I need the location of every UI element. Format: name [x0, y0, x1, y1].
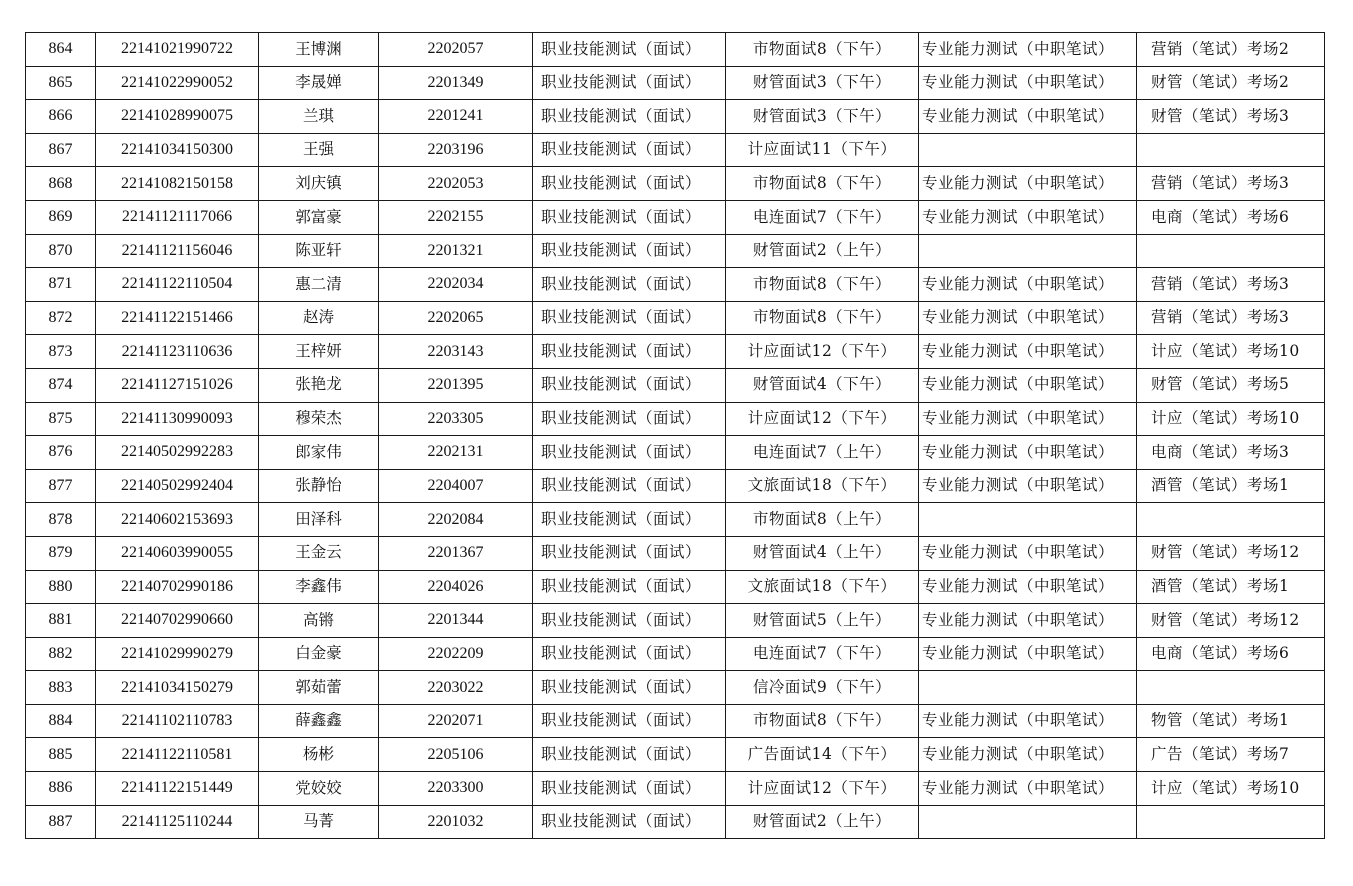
exam-roster-table	[25, 32, 1325, 839]
table-row	[26, 200, 1325, 234]
candidate-name: 郭茹蕾	[259, 671, 379, 705]
interview-room: 市物面试8（下午）	[726, 268, 919, 302]
written-exam-room: 计应（笔试）考场10	[1137, 402, 1325, 436]
interview-subject: 职业技能测试（面试）	[533, 268, 726, 302]
table-row	[26, 100, 1325, 134]
admission-ticket: 2205106	[379, 738, 533, 772]
interview-room: 财管面试4（上午）	[726, 536, 919, 570]
admission-ticket: 2203022	[379, 671, 533, 705]
table-row	[26, 637, 1325, 671]
admission-ticket: 2204007	[379, 469, 533, 503]
interview-subject: 职业技能测试（面试）	[533, 637, 726, 671]
written-exam-room: 计应（笔试）考场10	[1137, 335, 1325, 369]
registration-number: 22141082150158	[96, 167, 259, 201]
written-exam-room: 财管（笔试）考场3	[1137, 100, 1325, 134]
registration-number: 22141034150300	[96, 133, 259, 167]
admission-ticket: 2203196	[379, 133, 533, 167]
written-exam-room: 财管（笔试）考场2	[1137, 66, 1325, 100]
candidate-name: 田泽科	[259, 503, 379, 537]
registration-number: 22141122151466	[96, 301, 259, 335]
written-exam-room: 营销（笔试）考场2	[1137, 33, 1325, 67]
interview-subject: 职业技能测试（面试）	[533, 133, 726, 167]
table-row	[26, 133, 1325, 167]
interview-subject: 职业技能测试（面试）	[533, 200, 726, 234]
registration-number: 22141021990722	[96, 33, 259, 67]
written-subject: 专业能力测试（中职笔试）	[919, 66, 1137, 100]
admission-ticket: 2204026	[379, 570, 533, 604]
written-exam-room: 营销（笔试）考场3	[1137, 268, 1325, 302]
admission-ticket: 2201241	[379, 100, 533, 134]
row-seq-number: 886	[26, 772, 96, 806]
written-subject: 专业能力测试（中职笔试）	[919, 469, 1137, 503]
candidate-name: 李鑫伟	[259, 570, 379, 604]
interview-room: 广告面试14（下午）	[726, 738, 919, 772]
interview-room: 市物面试8（下午）	[726, 33, 919, 67]
candidate-name: 刘庆镇	[259, 167, 379, 201]
admission-ticket: 2202053	[379, 167, 533, 201]
table-row	[26, 436, 1325, 470]
row-seq-number: 874	[26, 368, 96, 402]
written-exam-room	[1137, 671, 1325, 705]
admission-ticket: 2202131	[379, 436, 533, 470]
candidate-name: 赵涛	[259, 301, 379, 335]
row-seq-number: 879	[26, 536, 96, 570]
admission-ticket: 2202155	[379, 200, 533, 234]
registration-number: 22141102110783	[96, 704, 259, 738]
candidate-name: 兰琪	[259, 100, 379, 134]
row-seq-number: 875	[26, 402, 96, 436]
admission-ticket: 2201344	[379, 604, 533, 638]
registration-number: 22141123110636	[96, 335, 259, 369]
row-seq-number: 877	[26, 469, 96, 503]
registration-number: 22140602153693	[96, 503, 259, 537]
registration-number: 22141122151449	[96, 772, 259, 806]
written-subject: 专业能力测试（中职笔试）	[919, 604, 1137, 638]
row-seq-number: 881	[26, 604, 96, 638]
candidate-name: 马菁	[259, 805, 379, 839]
admission-ticket: 2202057	[379, 33, 533, 67]
table-row	[26, 335, 1325, 369]
interview-subject: 职业技能测试（面试）	[533, 436, 726, 470]
written-exam-room: 电商（笔试）考场3	[1137, 436, 1325, 470]
written-subject: 专业能力测试（中职笔试）	[919, 402, 1137, 436]
registration-number: 22141121156046	[96, 234, 259, 268]
table-row	[26, 772, 1325, 806]
candidate-name: 杨彬	[259, 738, 379, 772]
interview-subject: 职业技能测试（面试）	[533, 738, 726, 772]
written-exam-room: 电商（笔试）考场6	[1137, 637, 1325, 671]
registration-number: 22141028990075	[96, 100, 259, 134]
candidate-name: 高锵	[259, 604, 379, 638]
interview-subject: 职业技能测试（面试）	[533, 33, 726, 67]
row-seq-number: 868	[26, 167, 96, 201]
table-row	[26, 805, 1325, 839]
row-seq-number: 878	[26, 503, 96, 537]
row-seq-number: 871	[26, 268, 96, 302]
candidate-name: 王金云	[259, 536, 379, 570]
written-exam-room: 财管（笔试）考场12	[1137, 536, 1325, 570]
table-row	[26, 402, 1325, 436]
interview-room: 财管面试2（上午）	[726, 234, 919, 268]
interview-room: 计应面试12（下午）	[726, 772, 919, 806]
written-subject: 专业能力测试（中职笔试）	[919, 100, 1137, 134]
written-exam-room: 广告（笔试）考场7	[1137, 738, 1325, 772]
written-exam-room: 财管（笔试）考场12	[1137, 604, 1325, 638]
written-subject: 专业能力测试（中职笔试）	[919, 301, 1137, 335]
written-exam-room: 财管（笔试）考场5	[1137, 368, 1325, 402]
interview-room: 市物面试8（下午）	[726, 301, 919, 335]
written-subject: 专业能力测试（中职笔试）	[919, 738, 1137, 772]
written-subject: 专业能力测试（中职笔试）	[919, 704, 1137, 738]
admission-ticket: 2203300	[379, 772, 533, 806]
admission-ticket: 2201321	[379, 234, 533, 268]
interview-room: 计应面试12（下午）	[726, 335, 919, 369]
admission-ticket: 2201395	[379, 368, 533, 402]
interview-subject: 职业技能测试（面试）	[533, 536, 726, 570]
candidate-name: 郎家伟	[259, 436, 379, 470]
interview-subject: 职业技能测试（面试）	[533, 469, 726, 503]
interview-subject: 职业技能测试（面试）	[533, 503, 726, 537]
interview-subject: 职业技能测试（面试）	[533, 301, 726, 335]
interview-subject: 职业技能测试（面试）	[533, 368, 726, 402]
interview-subject: 职业技能测试（面试）	[533, 234, 726, 268]
interview-subject: 职业技能测试（面试）	[533, 805, 726, 839]
admission-ticket: 2201367	[379, 536, 533, 570]
row-seq-number: 882	[26, 637, 96, 671]
written-subject: 专业能力测试（中职笔试）	[919, 570, 1137, 604]
interview-room: 计应面试12（下午）	[726, 402, 919, 436]
candidate-name: 王梓妍	[259, 335, 379, 369]
interview-room: 财管面试3（下午）	[726, 100, 919, 134]
interview-subject: 职业技能测试（面试）	[533, 167, 726, 201]
row-seq-number: 887	[26, 805, 96, 839]
written-subject: 专业能力测试（中职笔试）	[919, 436, 1137, 470]
registration-number: 22140502992404	[96, 469, 259, 503]
table-row	[26, 268, 1325, 302]
table-row	[26, 738, 1325, 772]
admission-ticket: 2203305	[379, 402, 533, 436]
written-exam-room: 物管（笔试）考场1	[1137, 704, 1325, 738]
registration-number: 22141130990093	[96, 402, 259, 436]
written-subject: 专业能力测试（中职笔试）	[919, 368, 1137, 402]
interview-room: 信冷面试9（下午）	[726, 671, 919, 705]
written-subject: 专业能力测试（中职笔试）	[919, 335, 1137, 369]
interview-room: 计应面试11（下午）	[726, 133, 919, 167]
registration-number: 22141122110581	[96, 738, 259, 772]
written-exam-room: 营销（笔试）考场3	[1137, 167, 1325, 201]
table-row	[26, 570, 1325, 604]
admission-ticket: 2202209	[379, 637, 533, 671]
registration-number: 22141127151026	[96, 368, 259, 402]
interview-subject: 职业技能测试（面试）	[533, 704, 726, 738]
row-seq-number: 872	[26, 301, 96, 335]
written-exam-room: 计应（笔试）考场10	[1137, 772, 1325, 806]
interview-room: 财管面试2（上午）	[726, 805, 919, 839]
admission-ticket: 2202084	[379, 503, 533, 537]
candidate-name: 郭富豪	[259, 200, 379, 234]
table-row	[26, 368, 1325, 402]
written-subject: 专业能力测试（中职笔试）	[919, 200, 1137, 234]
admission-ticket: 2201349	[379, 66, 533, 100]
written-subject: 专业能力测试（中职笔试）	[919, 167, 1137, 201]
interview-subject: 职业技能测试（面试）	[533, 570, 726, 604]
roster-body	[26, 33, 1325, 839]
written-exam-room: 营销（笔试）考场3	[1137, 301, 1325, 335]
registration-number: 22140702990660	[96, 604, 259, 638]
interview-room: 文旅面试18（下午）	[726, 570, 919, 604]
written-subject: 专业能力测试（中职笔试）	[919, 33, 1137, 67]
written-subject	[919, 503, 1137, 537]
table-row	[26, 704, 1325, 738]
row-seq-number: 864	[26, 33, 96, 67]
registration-number: 22140502992283	[96, 436, 259, 470]
row-seq-number: 876	[26, 436, 96, 470]
registration-number: 22141034150279	[96, 671, 259, 705]
candidate-name: 王博渊	[259, 33, 379, 67]
candidate-name: 张艳龙	[259, 368, 379, 402]
row-seq-number: 870	[26, 234, 96, 268]
interview-room: 市物面试8（下午）	[726, 167, 919, 201]
candidate-name: 薛鑫鑫	[259, 704, 379, 738]
table-row	[26, 604, 1325, 638]
candidate-name: 李晟婵	[259, 66, 379, 100]
registration-number: 22140702990186	[96, 570, 259, 604]
candidate-name: 陈亚轩	[259, 234, 379, 268]
interview-room: 电连面试7（上午）	[726, 436, 919, 470]
candidate-name: 白金豪	[259, 637, 379, 671]
candidate-name: 惠二清	[259, 268, 379, 302]
interview-room: 电连面试7（下午）	[726, 200, 919, 234]
written-subject	[919, 671, 1137, 705]
admission-ticket: 2202071	[379, 704, 533, 738]
interview-room: 市物面试8（上午）	[726, 503, 919, 537]
written-subject	[919, 805, 1137, 839]
interview-subject: 职业技能测试（面试）	[533, 402, 726, 436]
written-subject: 专业能力测试（中职笔试）	[919, 637, 1137, 671]
written-exam-room: 酒管（笔试）考场1	[1137, 469, 1325, 503]
table-row	[26, 671, 1325, 705]
written-subject: 专业能力测试（中职笔试）	[919, 536, 1137, 570]
table-row	[26, 234, 1325, 268]
admission-ticket: 2203143	[379, 335, 533, 369]
interview-subject: 职业技能测试（面试）	[533, 100, 726, 134]
written-subject: 专业能力测试（中职笔试）	[919, 268, 1137, 302]
written-exam-room	[1137, 234, 1325, 268]
registration-number: 22141125110244	[96, 805, 259, 839]
table-row	[26, 167, 1325, 201]
registration-number: 22141029990279	[96, 637, 259, 671]
table-row	[26, 33, 1325, 67]
interview-subject: 职业技能测试（面试）	[533, 335, 726, 369]
written-subject	[919, 133, 1137, 167]
registration-number: 22141121117066	[96, 200, 259, 234]
interview-room: 财管面试4（下午）	[726, 368, 919, 402]
registration-number: 22141122110504	[96, 268, 259, 302]
interview-room: 财管面试3（下午）	[726, 66, 919, 100]
interview-subject: 职业技能测试（面试）	[533, 671, 726, 705]
candidate-name: 党姣姣	[259, 772, 379, 806]
table-row	[26, 301, 1325, 335]
row-seq-number: 866	[26, 100, 96, 134]
admission-ticket: 2201032	[379, 805, 533, 839]
written-exam-room: 电商（笔试）考场6	[1137, 200, 1325, 234]
candidate-name: 张静怡	[259, 469, 379, 503]
interview-room: 电连面试7（下午）	[726, 637, 919, 671]
row-seq-number: 865	[26, 66, 96, 100]
interview-room: 文旅面试18（下午）	[726, 469, 919, 503]
written-exam-room	[1137, 805, 1325, 839]
table-row	[26, 469, 1325, 503]
candidate-name: 王强	[259, 133, 379, 167]
written-subject: 专业能力测试（中职笔试）	[919, 772, 1137, 806]
written-subject	[919, 234, 1137, 268]
table-row	[26, 66, 1325, 100]
row-seq-number: 885	[26, 738, 96, 772]
table-row	[26, 503, 1325, 537]
row-seq-number: 880	[26, 570, 96, 604]
interview-room: 财管面试5（上午）	[726, 604, 919, 638]
interview-subject: 职业技能测试（面试）	[533, 604, 726, 638]
table-row	[26, 536, 1325, 570]
row-seq-number: 883	[26, 671, 96, 705]
row-seq-number: 867	[26, 133, 96, 167]
admission-ticket: 2202034	[379, 268, 533, 302]
row-seq-number: 873	[26, 335, 96, 369]
row-seq-number: 884	[26, 704, 96, 738]
written-exam-room	[1137, 503, 1325, 537]
registration-number: 22140603990055	[96, 536, 259, 570]
interview-subject: 职业技能测试（面试）	[533, 66, 726, 100]
registration-number: 22141022990052	[96, 66, 259, 100]
written-exam-room	[1137, 133, 1325, 167]
admission-ticket: 2202065	[379, 301, 533, 335]
candidate-name: 穆荣杰	[259, 402, 379, 436]
written-exam-room: 酒管（笔试）考场1	[1137, 570, 1325, 604]
row-seq-number: 869	[26, 200, 96, 234]
interview-subject: 职业技能测试（面试）	[533, 772, 726, 806]
interview-room: 市物面试8（下午）	[726, 704, 919, 738]
